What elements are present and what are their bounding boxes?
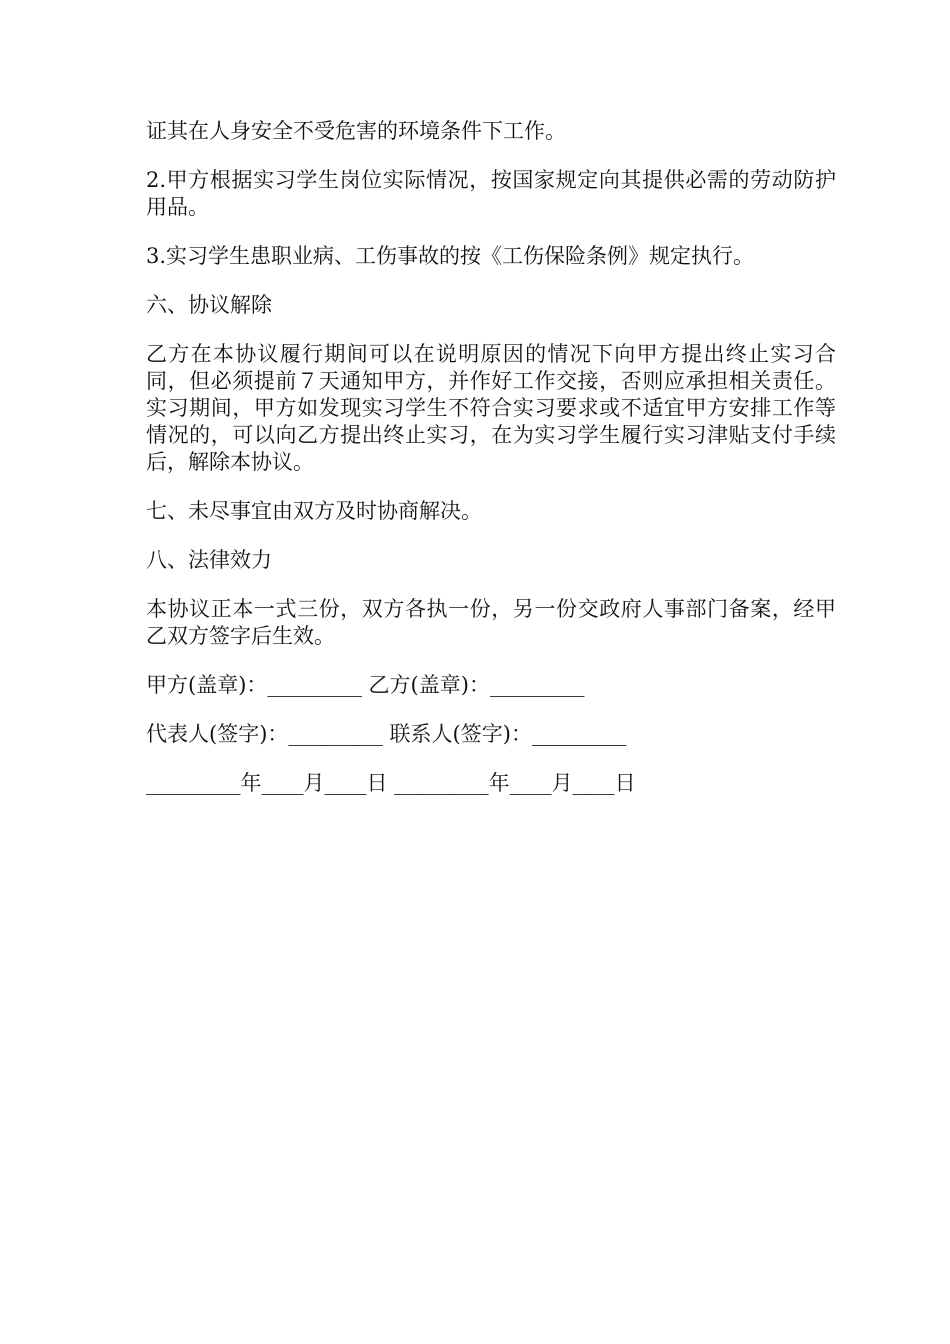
paragraph-protective-equipment: 2.甲方根据实习学生岗位实际情况，按国家规定向其提供必需的劳动防护用品。 xyxy=(146,168,836,219)
paragraph-safety-continuation: 证其在人身安全不受危害的环境条件下工作。 xyxy=(146,119,566,143)
section-heading-legal-effect: 八、法律效力 xyxy=(146,548,272,572)
paragraph-legal-effect: 本协议正本一式三份，双方各执一份，另一份交政府人事部门备案，经甲乙双方签字后生效。 xyxy=(146,597,836,648)
signature-date-line: _________年____月____日 _________年____月____日 xyxy=(146,771,636,795)
document-body xyxy=(146,118,836,819)
section-heading-unresolved-matters: 七、未尽事宜由双方及时协商解决。 xyxy=(146,499,482,523)
section-heading-termination: 六、协议解除 xyxy=(146,293,272,317)
signature-seal-line: 甲方(盖章)：_________ 乙方(盖章)：_________ xyxy=(146,673,585,697)
paragraph-termination-terms: 乙方在本协议履行期间可以在说明原因的情况下向甲方提出终止实习合同，但必须提前７天通知甲方，并作好工作交接，否则应承担相关责任。实习期间，甲方如发现实习学生不符合实习要求或不适宜甲方安排工作等情况的，可以向乙方提出终止实习，在为实习学生履行实习津贴支付手续后，解除本协议。 xyxy=(146,342,836,474)
signature-representative-line: 代表人(签字)：_________ 联系人(签字)：_________ xyxy=(146,722,627,746)
paragraph-work-injury: 3.实习学生患职业病、工伤事故的按《工伤保险条例》规定执行。 xyxy=(146,244,755,268)
